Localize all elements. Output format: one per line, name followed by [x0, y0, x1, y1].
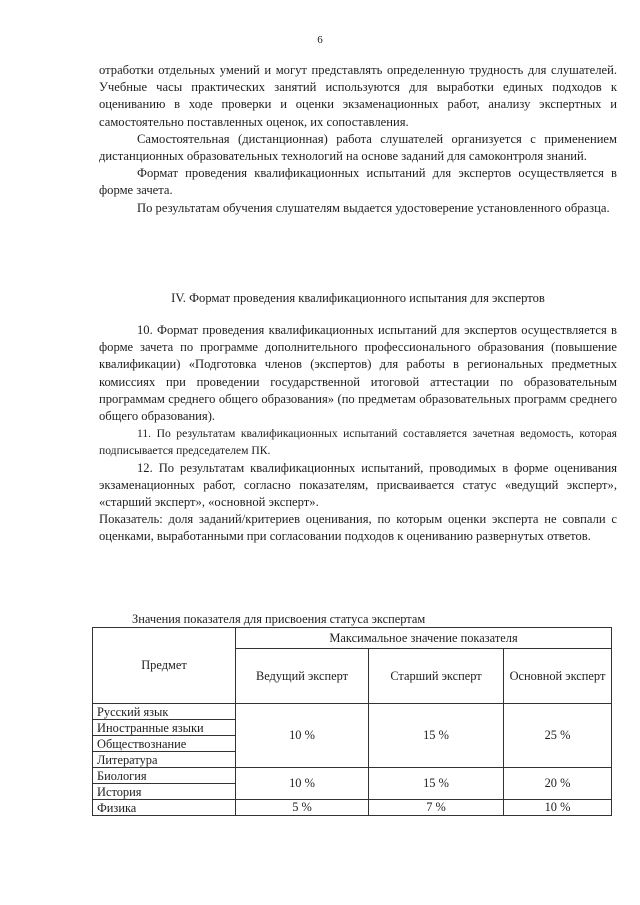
main-value-cell: 20 %: [504, 768, 612, 800]
lead-value-cell: 10 %: [236, 704, 369, 768]
main-expert-header: Основной эксперт: [504, 649, 612, 704]
paragraph-3: Формат проведения квалификационных испытаний для экспертов осуществляется в форме зачета.: [99, 166, 617, 198]
subject-cell: Обществознание: [93, 736, 235, 752]
main-value-cell: 25 %: [504, 704, 612, 768]
lead-value-cell: 5 %: [236, 800, 369, 816]
paragraph-4: По результатам обучения слушателям выдается удостоверение установленного образца.: [137, 200, 610, 215]
senior-value-cell: 15 %: [369, 704, 504, 768]
status-table: [92, 627, 612, 816]
paragraph-10: 10. Формат проведения квалификационных испытаний для экспертов осуществляется в форме зачета по программе дополнительного профессионального образования (повышение квалификации) «Подготовка членов (экспертов) для работы в региональных предметных комиссиях при проведении государственной итоговой аттестации по образовательным программам среднего общего образования» (по предметам образовательных программ среднего общего образования).: [99, 323, 617, 424]
subject-list-cell: [93, 800, 236, 816]
table-row: [93, 704, 612, 768]
table-row: [93, 800, 612, 816]
max-value-header: Максимальное значение показателя: [236, 628, 612, 649]
paragraph-11: 11. По результатам квалификационных испытаний составляется зачетная ведомость, которая подписывается председателем ПК.: [99, 427, 617, 458]
lead-value-cell: 10 %: [236, 768, 369, 800]
body-text: [99, 62, 617, 217]
subject-cell: Русский язык: [93, 704, 235, 720]
table-row: [93, 768, 612, 800]
paragraph-1: отработки отдельных умений и могут представлять определенную трудность для слушателей. Учебные часы практических занятий используются для выработки единых подходов к оцениванию в ходе проверки и оценки экзаменационных работ, анализу экспертных и самостоятельно поставленных оценок, их сопоставления.: [99, 63, 617, 129]
subject-cell: Физика: [97, 801, 137, 815]
subject-cell: История: [97, 785, 142, 799]
senior-value-cell: 7 %: [369, 800, 504, 816]
table-header-row: [93, 628, 612, 649]
subject-header: Предмет: [93, 628, 236, 704]
lead-expert-header: Ведущий эксперт: [236, 649, 369, 704]
senior-value-cell: 15 %: [369, 768, 504, 800]
subject-list-cell: [93, 704, 236, 768]
subject-list-cell: [93, 768, 236, 800]
main-value-cell: 10 %: [504, 800, 612, 816]
subject-cell: Литература: [97, 753, 158, 767]
senior-expert-header: Старший эксперт: [369, 649, 504, 704]
page-number: 6: [317, 34, 323, 46]
section-heading: IV. Формат проведения квалификационного испытания для экспертов: [171, 291, 545, 305]
paragraph-12: 12. По результатам квалификационных испытаний, проводимых в форме оценивания экзаменационных работ, согласно показателям, присваивается статус «ведущий эксперт», «старший эксперт», «основной эксперт».: [99, 460, 617, 510]
paragraph-2: Самостоятельная (дистанционная) работа слушателей организуется с применением дистанционных образовательных технологий на основе заданий для самоконтроля знаний.: [99, 131, 617, 164]
subject-cell: Иностранные языки: [93, 720, 235, 736]
table-caption: Значения показателя для присвоения статуса экспертам: [132, 612, 426, 626]
subject-cell: Биология: [93, 768, 235, 784]
section-text: [99, 322, 617, 546]
indicator-paragraph: Показатель: доля заданий/критериев оценивания, по которым оценки эксперта не совпали с оценками, выработанными при согласовании подходов к оцениванию развернутых ответов.: [99, 512, 617, 544]
